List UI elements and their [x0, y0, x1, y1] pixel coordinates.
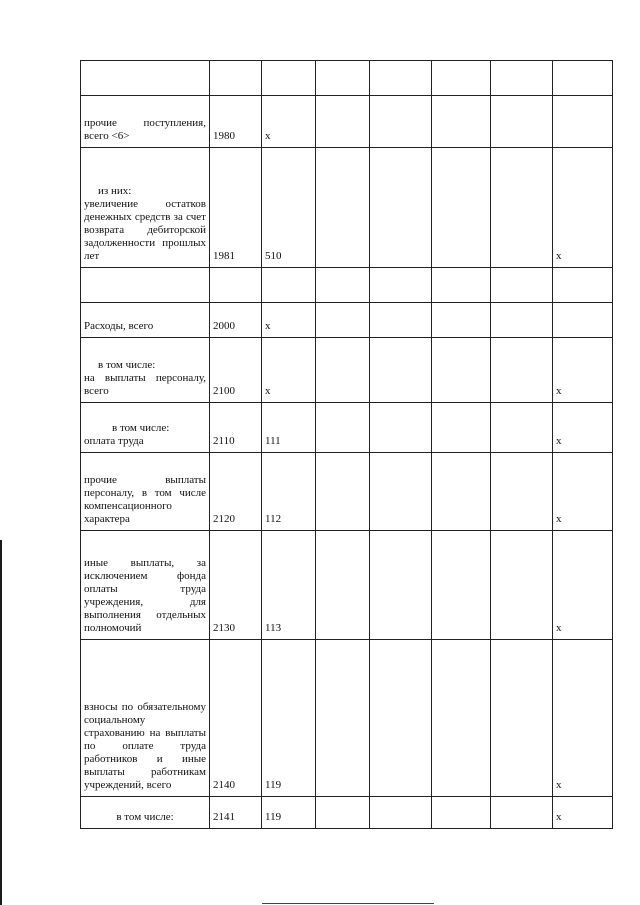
row-code: 2000 — [210, 303, 262, 338]
table-row — [81, 148, 613, 268]
amount-cell — [432, 303, 491, 338]
row-name-intro: из них: — [98, 185, 132, 197]
row-x-mark: x — [553, 640, 613, 797]
amount-cell — [491, 531, 553, 640]
row-x-mark: x — [553, 338, 613, 403]
row-code: 1980 — [210, 96, 262, 148]
row-name — [81, 338, 210, 403]
amount-cell — [491, 268, 553, 303]
row-kosgu: x — [262, 338, 316, 403]
amount-cell — [316, 61, 370, 96]
amount-cell — [370, 303, 432, 338]
budget-table — [80, 60, 613, 829]
amount-cell — [370, 96, 432, 148]
footnote-rule — [262, 903, 434, 904]
amount-cell — [553, 61, 613, 96]
table-row — [81, 338, 613, 403]
row-name-text: увеличение остатков денежных средств за счет возврата дебиторской задолженности прошлых лет — [84, 198, 206, 262]
scan-edge-mark — [0, 540, 2, 905]
amount-cell — [316, 797, 370, 829]
row-name — [81, 268, 210, 303]
amount-cell — [370, 640, 432, 797]
amount-cell — [370, 797, 432, 829]
row-code: 2141 — [210, 797, 262, 829]
row-name-intro: в том числе: — [112, 422, 170, 434]
amount-cell — [316, 531, 370, 640]
row-kosgu: x — [262, 96, 316, 148]
amount-cell — [491, 303, 553, 338]
row-name-text: на выплаты персоналу, всего — [84, 372, 206, 397]
row-code: 2110 — [210, 403, 262, 453]
amount-cell — [432, 61, 491, 96]
row-x-mark: x — [553, 453, 613, 531]
row-kosgu: 119 — [262, 797, 316, 829]
row-name: прочие поступления, всего <6> — [81, 96, 210, 148]
amount-cell — [432, 403, 491, 453]
row-kosgu: 111 — [262, 403, 316, 453]
row-code: 2140 — [210, 640, 262, 797]
row-name: прочие выплаты персоналу, в том числе компенсационного характера — [81, 453, 210, 531]
row-name-text: оплата труда — [84, 435, 144, 447]
amount-cell — [491, 403, 553, 453]
amount-cell — [491, 148, 553, 268]
amount-cell — [432, 797, 491, 829]
row-name — [81, 148, 210, 268]
amount-cell — [370, 453, 432, 531]
row-name: в том числе: — [81, 797, 210, 829]
row-kosgu — [262, 268, 316, 303]
amount-cell — [432, 268, 491, 303]
amount-cell — [491, 453, 553, 531]
row-code — [210, 268, 262, 303]
row-kosgu: 510 — [262, 148, 316, 268]
amount-cell — [491, 61, 553, 96]
row-name: иные выплаты, за исключением фонда оплаты труда учреждения, для выполнения отдельных полномочий — [81, 531, 210, 640]
amount-cell — [432, 640, 491, 797]
row-code: 2100 — [210, 338, 262, 403]
row-kosgu: x — [262, 303, 316, 338]
amount-cell — [316, 403, 370, 453]
table-row — [81, 268, 613, 303]
amount-cell — [491, 797, 553, 829]
row-x-mark: x — [553, 797, 613, 829]
amount-cell — [370, 403, 432, 453]
amount-cell — [316, 303, 370, 338]
amount-cell — [370, 338, 432, 403]
amount-cell — [370, 531, 432, 640]
amount-cell — [316, 96, 370, 148]
table-row — [81, 61, 613, 96]
amount-cell — [432, 338, 491, 403]
table-row — [81, 403, 613, 453]
amount-cell — [316, 338, 370, 403]
row-kosgu: 113 — [262, 531, 316, 640]
row-name: взносы по обязательному социальному страхованию на выплаты по оплате труда работников и иные выплаты работникам учреждений, всего — [81, 640, 210, 797]
table-row — [81, 453, 613, 531]
table-row — [81, 797, 613, 829]
amount-cell — [370, 61, 432, 96]
row-name-intro: в том числе: — [98, 359, 156, 371]
table-row — [81, 531, 613, 640]
amount-cell — [432, 96, 491, 148]
row-code — [210, 61, 262, 96]
row-name — [81, 403, 210, 453]
amount-cell — [316, 640, 370, 797]
row-kosgu: 119 — [262, 640, 316, 797]
amount-cell — [553, 268, 613, 303]
amount-cell — [432, 148, 491, 268]
amount-cell — [491, 338, 553, 403]
amount-cell — [432, 531, 491, 640]
amount-cell — [432, 453, 491, 531]
row-x-mark — [553, 96, 613, 148]
amount-cell — [316, 148, 370, 268]
row-code: 1981 — [210, 148, 262, 268]
row-kosgu — [262, 61, 316, 96]
amount-cell — [491, 640, 553, 797]
row-x-mark: x — [553, 148, 613, 268]
amount-cell — [316, 453, 370, 531]
amount-cell — [370, 148, 432, 268]
table-row — [81, 640, 613, 797]
row-code: 2120 — [210, 453, 262, 531]
row-x-mark: x — [553, 403, 613, 453]
row-x-mark — [553, 303, 613, 338]
row-name: Расходы, всего — [81, 303, 210, 338]
table-row — [81, 303, 613, 338]
row-x-mark: x — [553, 531, 613, 640]
row-kosgu: 112 — [262, 453, 316, 531]
row-code: 2130 — [210, 531, 262, 640]
row-name — [81, 61, 210, 96]
amount-cell — [370, 268, 432, 303]
table-row — [81, 96, 613, 148]
amount-cell — [316, 268, 370, 303]
amount-cell — [491, 96, 553, 148]
